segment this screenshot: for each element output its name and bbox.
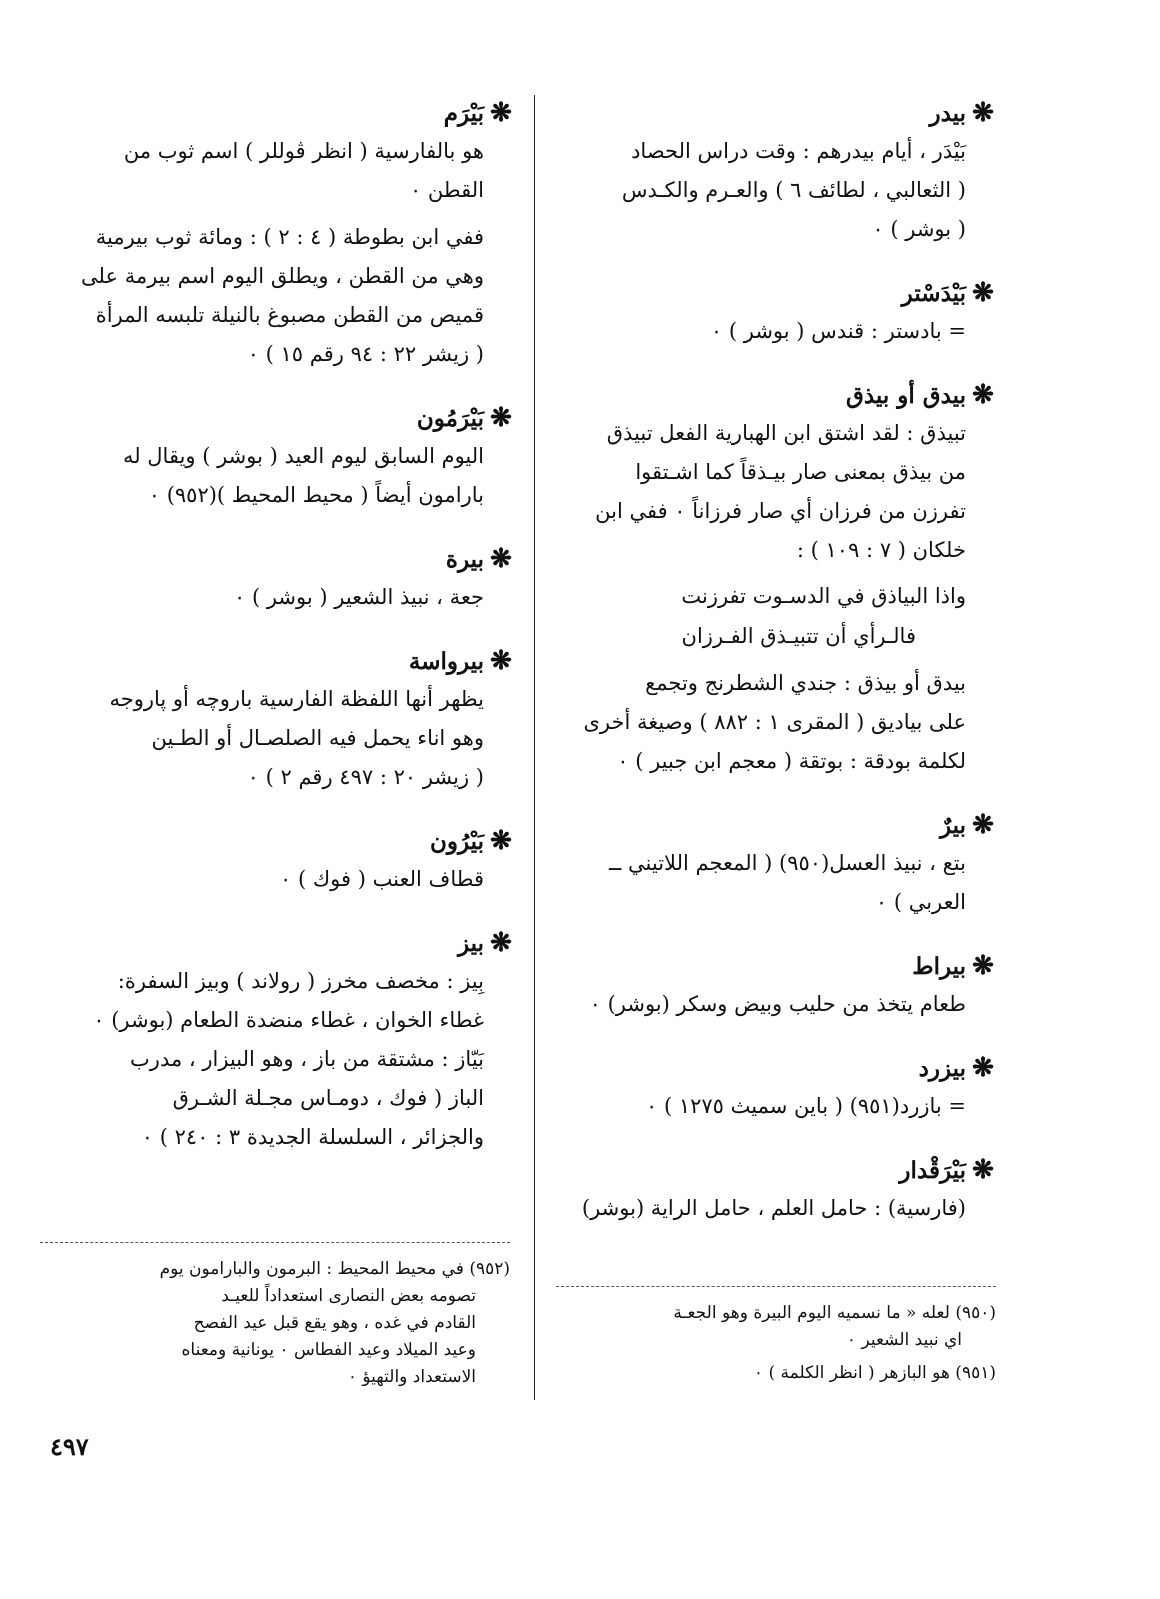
entry-line: والجزائر ، السلسلة الجديدة ٣ : ٢٤٠ ) ٠ [141, 1125, 484, 1149]
right-column [560, 95, 1000, 1254]
dictionary-entry [560, 1152, 1000, 1228]
entry-headword [560, 95, 1000, 132]
footnote-line: (٩٥٠) لعله « ما نسميه اليوم البيرة وهو الجعـة [673, 1303, 996, 1323]
column-divider [534, 95, 535, 1400]
verse-line: فالـرأي أن تتبيـذق الفـرزان [681, 624, 916, 648]
dictionary-entry [560, 948, 1000, 1024]
entry-line: من بيذق بمعنى صار بيـذقاً كما اشـتقوا [635, 460, 966, 484]
headword-text: بَيْرَقْدار [899, 1157, 966, 1184]
entry-body [560, 1087, 1000, 1126]
entry-line: بَيْدَر ، أيام بيدرهم : وقت دراس الحصاد [631, 139, 966, 163]
entry-line: لكلمة بودقة : بوتقة ( معجم ابن جبير ) ٠ [617, 749, 966, 773]
entry-line: جعة ، نبيذ الشعير ( بوشر ) ٠ [234, 585, 484, 609]
asterisk-icon: ❋ [490, 826, 512, 856]
entry-headword [40, 643, 518, 680]
headword-text: بيراط [912, 953, 966, 980]
headword-text: بيرة [445, 546, 484, 573]
entry-body [40, 962, 518, 1157]
headword-text: بيدق أو بيذق [845, 382, 966, 409]
entry-headword [560, 1050, 1000, 1087]
asterisk-icon: ❋ [972, 278, 994, 308]
headword-text: بيدر [929, 100, 966, 127]
footnote-line: اي نبيد الشعير ٠ [846, 1330, 962, 1350]
dictionary-entry [560, 1050, 1000, 1126]
entry-headword [560, 1152, 1000, 1189]
entry-line: بَيّاز : مشتقة من باز ، وهو البيزار ، مدرب [130, 1047, 484, 1071]
headword-text: بيرواسة [408, 648, 484, 675]
entry-body [40, 860, 518, 899]
dictionary-entry [40, 95, 518, 374]
asterisk-icon: ❋ [972, 810, 994, 840]
entry-line: العربي ) ٠ [875, 890, 966, 914]
entry-line: بارامون أيضاً ( محيط المحيط )(٩٥٢) ٠ [148, 483, 484, 507]
entry-line: قميص من القطن مصبوغ بالنيلة تلبسه المرأة [95, 303, 484, 327]
entry-body [560, 1189, 1000, 1228]
dictionary-entry [40, 823, 518, 899]
entry-body [560, 132, 1000, 249]
asterisk-icon: ❋ [490, 98, 512, 128]
dictionary-entry [560, 95, 1000, 249]
asterisk-icon: ❋ [490, 544, 512, 574]
entry-headword [40, 925, 518, 962]
footnote-line: الاستعداد والتهيؤ ٠ [347, 1367, 476, 1387]
footnote-rule-right [556, 1286, 996, 1287]
entry-body [40, 680, 518, 797]
footnotes-left [40, 1256, 510, 1397]
dictionary-entry [40, 400, 518, 515]
asterisk-icon: ❋ [972, 1053, 994, 1083]
asterisk-icon: ❋ [972, 380, 994, 410]
footnote-line: وعيد الميلاد وعيد الفطاس ٠ يونانية ومعناه [181, 1340, 476, 1360]
entry-headword [40, 95, 518, 132]
entry-line: القطن ٠ [409, 178, 484, 202]
entry-line: يظهر أنها اللفظة الفارسية باروچه أو پاروجه [109, 687, 484, 711]
asterisk-icon: ❋ [972, 1155, 994, 1185]
verse-line: واذا البياذق في الدسـوت تفرزنت [681, 584, 966, 608]
entry-line: ( الثعالبي ، لطائف ٦ ) والعـرم والكـدس [621, 178, 966, 202]
dictionary-entry [40, 541, 518, 617]
left-column [40, 95, 518, 1183]
entry-line: وهو اناء يحمل فيه الصلصـال أو الطـين [151, 726, 484, 750]
footnote-line: (٩٥٢) في محيط المحيط : البرمون والبارامون يوم [159, 1259, 510, 1279]
poetry-verse [560, 576, 1000, 656]
entry-body-continued [40, 218, 518, 374]
entry-headword [40, 541, 518, 578]
dictionary-entry [40, 643, 518, 797]
asterisk-icon: ❋ [490, 646, 512, 676]
footnote-line: القادم في غده ، وهو يقع قبل عيد الفصح [193, 1313, 476, 1333]
entry-headword [560, 377, 1000, 414]
asterisk-icon: ❋ [972, 98, 994, 128]
entry-line: قطاف العنب ( فوك ) ٠ [280, 867, 484, 891]
entry-body [40, 437, 518, 515]
footnote [556, 1360, 996, 1387]
entry-line: ( زيشر ٢٠ : ٤٩٧ رقم ٢ ) ٠ [247, 765, 484, 789]
headword-text: بَيْرُون [429, 828, 484, 855]
footnote [556, 1300, 996, 1354]
headword-text: بَيْرَم [443, 100, 484, 127]
footnote [40, 1256, 510, 1391]
entry-body [560, 844, 1000, 922]
entry-body [560, 414, 1000, 570]
entry-line: خلكان ( ٧ : ١٠٩ ) : [796, 538, 966, 562]
entry-line: = بادستر : قندس ( بوشر ) ٠ [710, 319, 966, 343]
page-number: ٤٩٧ [50, 1432, 89, 1461]
entry-line: تفرزن من فرزان أي صار فرزاناً ٠ ففي ابن [595, 499, 966, 523]
dictionary-entry [560, 377, 1000, 781]
entry-line: ففي ابن بطوطة ( ٤ : ٢ ) : ومائة ثوب بيرمية [95, 225, 484, 249]
headword-text: بيرٌ [939, 812, 966, 839]
entry-line: ( بوشر ) ٠ [872, 217, 966, 241]
footnotes-right [556, 1300, 996, 1393]
headword-text: بيزرد [918, 1055, 966, 1082]
entry-body [40, 578, 518, 617]
headword-text: بيز [457, 930, 484, 957]
entry-headword [40, 400, 518, 437]
entry-line: اليوم السابق ليوم العيد ( بوشر ) ويقال له [122, 444, 484, 468]
entry-line: بيدق أو بيذق : جندي الشطرنج وتجمع [645, 671, 966, 695]
entry-headword [560, 275, 1000, 312]
entry-line: بتع ، نبيذ العسل(٩٥٠) ( المعجم اللاتيني ــ [609, 851, 966, 875]
entry-line: تبيذق : لقد اشتق ابن الهبارية الفعل تبيذق [606, 421, 966, 445]
entry-body [40, 132, 518, 210]
entry-line: غطاء الخوان ، غطاء منضدة الطعام (بوشر) ٠ [93, 1008, 484, 1032]
footnote-line: (٩٥١) هو البازهر ( انظر الكلمة ) ٠ [753, 1363, 996, 1383]
entry-line: وهي من القطن ، ويطلق اليوم اسم بيرمة على [81, 264, 484, 288]
entry-line: (فارسية) : حامل العلم ، حامل الراية (بوشر) [581, 1196, 966, 1220]
entry-line: = بازرد(٩٥١) ( باين سميث ١٢٧٥ ) ٠ [646, 1094, 966, 1118]
dictionary-entry [560, 275, 1000, 351]
footnote-line: تصومه بعض النصارى استعداداً للعيـد [221, 1286, 476, 1306]
entry-headword [560, 948, 1000, 985]
asterisk-icon: ❋ [490, 403, 512, 433]
entry-line: الباز ( فوك ، دومـاس مجـلة الشـرق [172, 1086, 484, 1110]
entry-line: ( زيشر ٢٢ : ٩٤ رقم ١٥ ) ٠ [247, 342, 484, 366]
headword-text: بَيْرَمُون [416, 405, 484, 432]
entry-body [560, 985, 1000, 1024]
entry-line: على بياديق ( المقرى ١ : ٨٨٢ ) وصيغة أخرى [583, 710, 966, 734]
dictionary-entry [40, 925, 518, 1157]
headword-text: بَيْدَسْتر [901, 280, 966, 307]
entry-body-continued [560, 664, 1000, 781]
entry-line: هو بالفارسية ( انظر ڤوللر ) اسم ثوب من [123, 139, 484, 163]
asterisk-icon: ❋ [972, 951, 994, 981]
entry-line: بِيز : مخصف مخرز ( رولاند ) وبيز السفرة: [117, 969, 484, 993]
entry-body [560, 312, 1000, 351]
footnote-rule-left [40, 1242, 510, 1243]
entry-headword [40, 823, 518, 860]
dictionary-entry [560, 807, 1000, 922]
asterisk-icon: ❋ [490, 928, 512, 958]
entry-line: طعام يتخذ من حليب وبيض وسكر (بوشر) ٠ [589, 992, 966, 1016]
entry-headword [560, 807, 1000, 844]
